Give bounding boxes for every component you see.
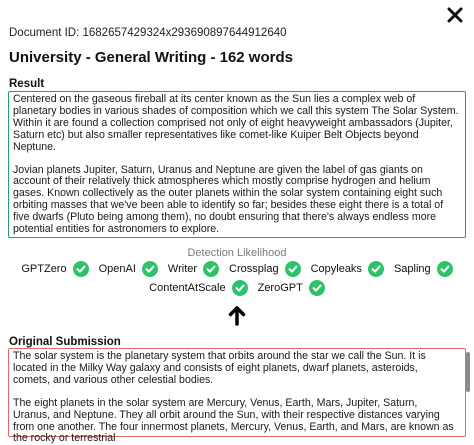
original-paragraph: The eight planets in the solar system are Mercury, Venus, Earth, Mars, Jupiter, Saturn, Uranus, and Neptune. They all orbit around the Sun, with their respective distances varying from one another. The four innermost planets, Mercury, Venus, Earth, and Mars, are known as the rocky or terrestrial	[13, 396, 454, 445]
check-icon	[309, 280, 325, 296]
detector-name: ZeroGPT	[257, 282, 303, 294]
detector-name: Writer	[167, 263, 198, 275]
result-label: Result	[9, 78, 45, 90]
close-icon	[447, 7, 463, 23]
detection-likelihood-label: Detection Likelihood	[187, 247, 287, 259]
detector-crossplag	[229, 261, 301, 277]
result-paragraph: Jovian planets Jupiter, Saturn, Uranus and Neptune are given the label of gas giants on account of their relatively thick atmospheres which mostly comprise hydrogen and helium gases. Known collectively as the outer planets within the solar system containing eight such orbiting masses that we've been able to identify so far; besides these eight there is a total of five dwarfs (Pluto being among them), no doubt ensuring that there's always endless more potential entities for astronomers to explore.	[13, 163, 444, 236]
check-icon	[142, 261, 158, 277]
detector-sapling	[394, 261, 453, 277]
detector-row	[0, 280, 474, 296]
scrollbar[interactable]	[466, 352, 470, 392]
check-icon	[285, 261, 301, 277]
check-icon	[368, 261, 384, 277]
original-submission-textbox[interactable]	[8, 348, 466, 445]
arrow-up-icon	[228, 306, 246, 326]
detector-name: Sapling	[393, 263, 431, 275]
detector-writer	[168, 261, 219, 277]
result-paragraph: Centered on the gaseous fireball at its center known as the Sun lies a complex web of planetary bodies in various shades of composition which we call this system The Solar System. Within it are found a collection comprised not only of eight heavyweight ambassadors (Jupiter, Saturn etc) but also smaller representatives like comet-like Kuiper Belt Objects beyond Neptune.	[13, 93, 459, 153]
detector-name: Crossplag	[229, 263, 279, 275]
detector-name: OpenAI	[98, 263, 136, 275]
result-textbox[interactable]	[8, 91, 466, 238]
detector-row	[0, 261, 474, 277]
check-icon	[203, 261, 219, 277]
page-title: University - General Writing - 162 words	[9, 49, 293, 66]
document-id: Document ID: 1682657429324x293690897644912640	[9, 27, 287, 39]
detector-zerogpt	[258, 280, 325, 296]
original-paragraph: The solar system is the planetary system that orbits around the star we call the Sun. It is located in the Milky Way galaxy and consists of eight planets, dwarf planets, asteroids, comets, and various other celestial bodies.	[13, 350, 426, 386]
check-icon	[73, 261, 89, 277]
detector-name: Copyleaks	[310, 263, 362, 275]
detector-gptzero	[21, 261, 88, 277]
close-button[interactable]	[444, 4, 466, 26]
original-submission-label: Original Submission	[9, 336, 121, 348]
detector-name: GPTZero	[21, 263, 67, 275]
detector-name: ContentAtScale	[149, 282, 226, 294]
detector-contentatscale	[149, 280, 247, 296]
check-icon	[437, 261, 453, 277]
detector-copyleaks	[311, 261, 384, 277]
detector-openai	[99, 261, 158, 277]
check-icon	[232, 280, 248, 296]
